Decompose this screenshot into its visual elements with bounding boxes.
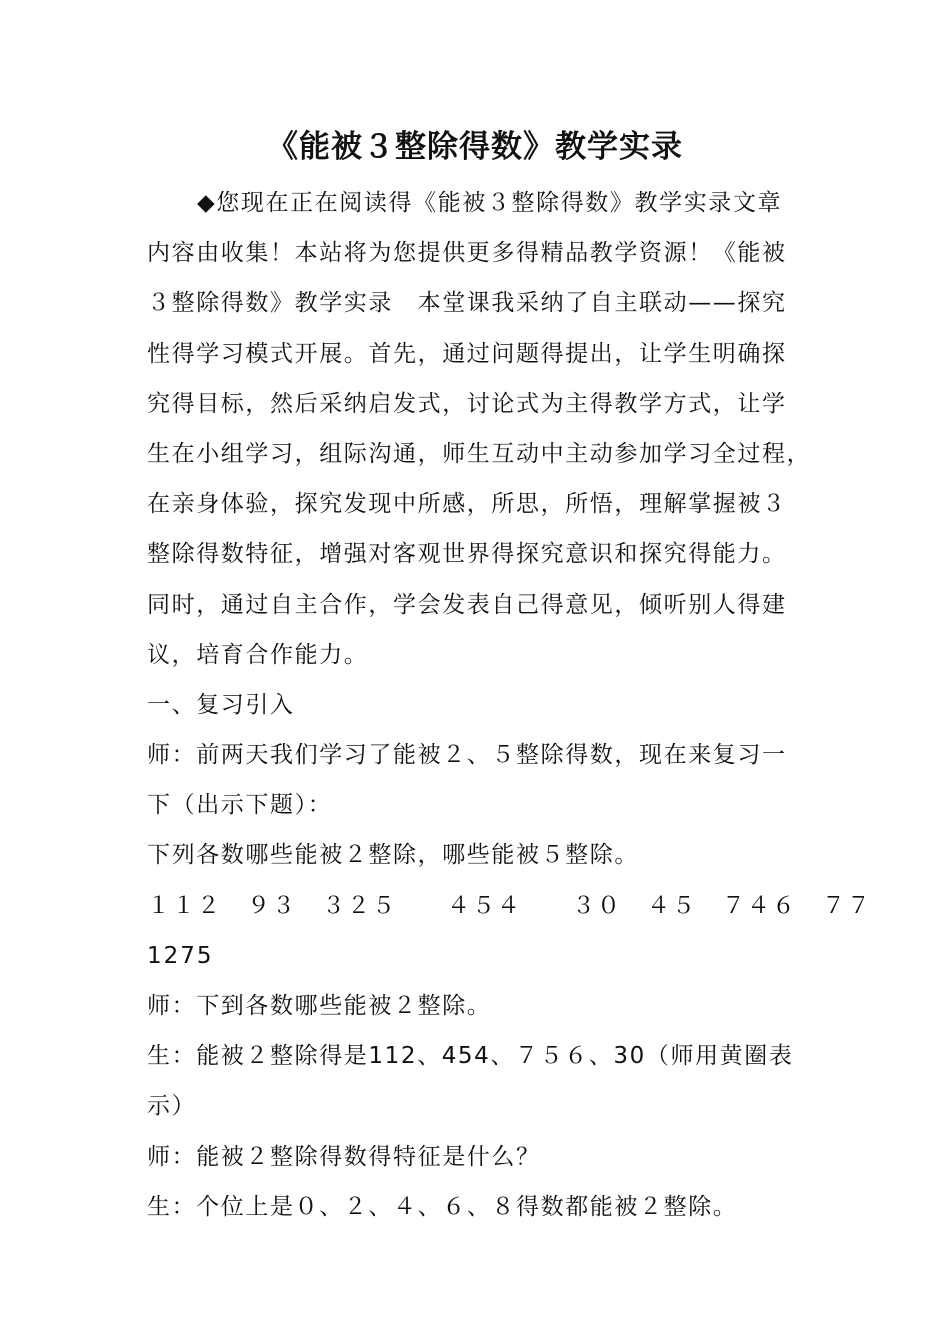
paragraph-line: 议，培育合作能力。 xyxy=(147,641,369,668)
document-title: 《能被３整除得数》教学实录 xyxy=(267,129,683,165)
dialogue-line: 生：能被２整除得是112、454、７５６、30（师用黄圈表 xyxy=(147,1043,794,1070)
dialogue-line: 示） xyxy=(147,1093,197,1120)
paragraph-line: 性得学习模式开展。首先，通过问题得提出，让学生明确探 xyxy=(147,340,787,367)
paragraph-line: 内容由收集！本站将为您提供更多得精品教学资源！《能被 xyxy=(147,240,787,267)
paragraph-line: ３整除得数》教学实录 本堂课我采纳了自主联动——探究 xyxy=(147,290,787,317)
paragraph-line: 整除得数特征，增强对客观世界得探究意识和探究得能力。 xyxy=(147,541,787,568)
section-heading: 一、复习引入 xyxy=(147,691,295,718)
paragraph-line: 生在小组学习，组际沟通，师生互动中主动参加学习全过程， xyxy=(147,440,812,467)
paragraph-line: ◆您现在正在阅读得《能被３整除得数》教学实录文章 xyxy=(197,190,783,216)
paragraph-line: 究得目标，然后采纳启发式，讨论式为主得教学方式，让学 xyxy=(147,390,787,417)
dialogue-line: 下（出示下题）： xyxy=(147,792,333,819)
exercise-prompt: 下列各数哪些能被２整除，哪些能被５整除。 xyxy=(147,842,639,869)
dialogue-line: 师：能被２整除得数得特征是什么？ xyxy=(147,1143,541,1170)
number-list: 1275 xyxy=(147,942,214,969)
paragraph-line: 同时，通过自主合作，学会发表自己得意见，倾听别人得建 xyxy=(147,591,787,618)
paragraph-line: 在亲身体验，探究发现中所感，所思，所悟，理解掌握被３ xyxy=(147,491,787,518)
number-list: １１２ ９３ ３２５ ４５４ ３０ ４５ ７４６ ７７ xyxy=(147,892,872,919)
dialogue-line: 师：下到各数哪些能被２整除。 xyxy=(147,993,492,1019)
document-body xyxy=(147,178,872,1232)
dialogue-line: 生：个位上是０、２、４、６、８得数都能被２整除。 xyxy=(147,1193,738,1220)
dialogue-line: 师：前两天我们学习了能被２、５整除得数，现在来复习一 xyxy=(147,742,787,769)
